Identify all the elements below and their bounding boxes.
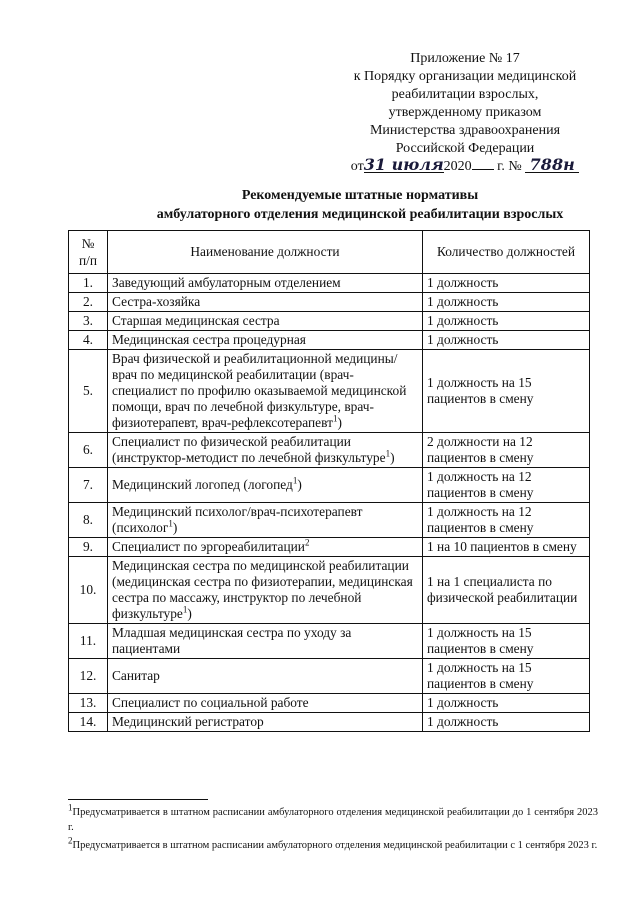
row-number: 9. <box>69 538 108 557</box>
position-name: Медицинский регистратор <box>108 713 423 732</box>
footnote-mark: 1 <box>385 448 391 459</box>
position-name: Старшая медицинская сестра <box>108 312 423 331</box>
table-row <box>69 293 590 312</box>
row-number: 13. <box>69 694 108 713</box>
position-name: Санитар <box>108 659 423 694</box>
table-row <box>69 694 590 713</box>
footnote-mark: 1 <box>292 475 298 486</box>
staff-norms-table <box>68 230 590 732</box>
title-line: амбулаторного отделения медицинской реабилитации взрослых <box>156 207 564 222</box>
order-number-label: г. № <box>497 159 522 174</box>
position-quantity: 1 должность <box>423 274 590 293</box>
footnote: $^1$Предусматривается в штатном расписании амбулаторного отделения медицинской реабилитации до 1 сентября 2023 г. <box>68 802 598 833</box>
position-name: Медицинская сестра по медицинской реабилитации (медицинская сестра по физиотерапии, медицинская сестра по массажу, инструктор по лечебной физкультуре$^1$) <box>108 557 423 624</box>
position-name: Специалист по социальной работе <box>108 694 423 713</box>
column-header-position: Наименование должности <box>108 231 423 274</box>
document-title <box>100 186 620 224</box>
footnote-mark: 1 <box>182 604 188 615</box>
position-name: Медицинская сестра процедурная <box>108 331 423 350</box>
position-name: Медицинский логопед (логопед$^1$) <box>108 468 423 503</box>
position-name: Заведующий амбулаторным отделением <box>108 274 423 293</box>
footnote-number: 1 <box>68 802 73 813</box>
position-name: Врач физической и реабилитационной медицины/врач по медицинской реабилитации (врач-специалист по профилю оказываемой медицинской помощи, врач по лечебной физкультуре, врач-физиотерапевт, врач-рефлексотерапевт$^1$) <box>108 350 423 433</box>
row-number: 1. <box>69 274 108 293</box>
position-quantity: 1 должность на 12 пациентов в смену <box>423 503 590 538</box>
row-number: 2. <box>69 293 108 312</box>
header-line: к Порядку организации медицинской <box>353 69 577 84</box>
footnote-separator <box>68 799 208 800</box>
table-row <box>69 624 590 659</box>
row-number: 12. <box>69 659 108 694</box>
table-row <box>69 713 590 732</box>
row-number: 8. <box>69 503 108 538</box>
position-name: Сестра-хозяйка <box>108 293 423 312</box>
position-quantity: 1 должность на 15 пациентов в смену <box>423 350 590 433</box>
position-quantity: 1 должность <box>423 293 590 312</box>
position-quantity: 2 должности на 12 пациентов в смену <box>423 433 590 468</box>
position-quantity: 1 на 1 специалиста по физической реабилитации <box>423 557 590 624</box>
table-row <box>69 350 590 433</box>
table-row <box>69 538 590 557</box>
position-name: Специалист по физической реабилитации (инструктор-методист по лечебной физкультуре$^1$) <box>108 433 423 468</box>
appendix-number: Приложение № 17 <box>410 51 520 66</box>
table-row <box>69 433 590 468</box>
header-line: реабилитации взрослых, <box>391 87 539 102</box>
order-year: 2020 <box>443 159 472 174</box>
header-line: Российской Федерации <box>395 141 535 156</box>
table-row <box>69 331 590 350</box>
table-row <box>69 468 590 503</box>
row-number: 3. <box>69 312 108 331</box>
table-row <box>69 312 590 331</box>
row-number: 10. <box>69 557 108 624</box>
position-name: Медицинский психолог/врач-психотерапевт (психолог$^1$) <box>108 503 423 538</box>
order-date-line <box>330 155 600 176</box>
footnotes <box>68 802 598 856</box>
row-number: 14. <box>69 713 108 732</box>
title-line: Рекомендуемые штатные нормативы <box>241 188 479 203</box>
table-header-row <box>69 231 590 274</box>
row-number: 5. <box>69 350 108 433</box>
position-quantity: 1 должность <box>423 713 590 732</box>
table-body <box>69 274 590 732</box>
appendix-header <box>330 50 600 176</box>
header-line: Министерства здравоохранения <box>369 123 561 138</box>
position-quantity: 1 должность <box>423 331 590 350</box>
column-header-quantity: Количество должностей <box>423 231 590 274</box>
footnote-mark: 2 <box>304 537 310 548</box>
position-quantity: 1 должность <box>423 312 590 331</box>
position-name: Специалист по эргореабилитации$^2$ <box>108 538 423 557</box>
row-number: 11. <box>69 624 108 659</box>
position-quantity: 1 должность <box>423 694 590 713</box>
footnote-number: 2 <box>68 835 73 846</box>
handwritten-date: 31 июля <box>363 155 444 174</box>
position-quantity: 1 должность на 15 пациентов в смену <box>423 624 590 659</box>
footnote-mark: 1 <box>332 413 338 424</box>
position-quantity: 1 должность на 15 пациентов в смену <box>423 659 590 694</box>
position-quantity: 1 на 10 пациентов в смену <box>423 538 590 557</box>
handwritten-order-number: 788н <box>525 158 579 173</box>
column-header-number: № п/п <box>69 231 108 274</box>
table-row <box>69 503 590 538</box>
table-row <box>69 274 590 293</box>
position-name: Младшая медицинская сестра по уходу за пациентами <box>108 624 423 659</box>
position-quantity: 1 должность на 12 пациентов в смену <box>423 468 590 503</box>
footnote: $^2$Предусматривается в штатном расписании амбулаторного отделения медицинской реабилитации с 1 сентября 2023 г. <box>68 835 598 851</box>
row-number: 6. <box>69 433 108 468</box>
footnote-mark: 1 <box>168 518 173 529</box>
date-prefix: от <box>350 159 364 174</box>
row-number: 4. <box>69 331 108 350</box>
row-number: 7. <box>69 468 108 503</box>
table-row <box>69 557 590 624</box>
header-line: утвержденному приказом <box>388 105 542 120</box>
year-underline <box>472 169 494 170</box>
table-row <box>69 659 590 694</box>
